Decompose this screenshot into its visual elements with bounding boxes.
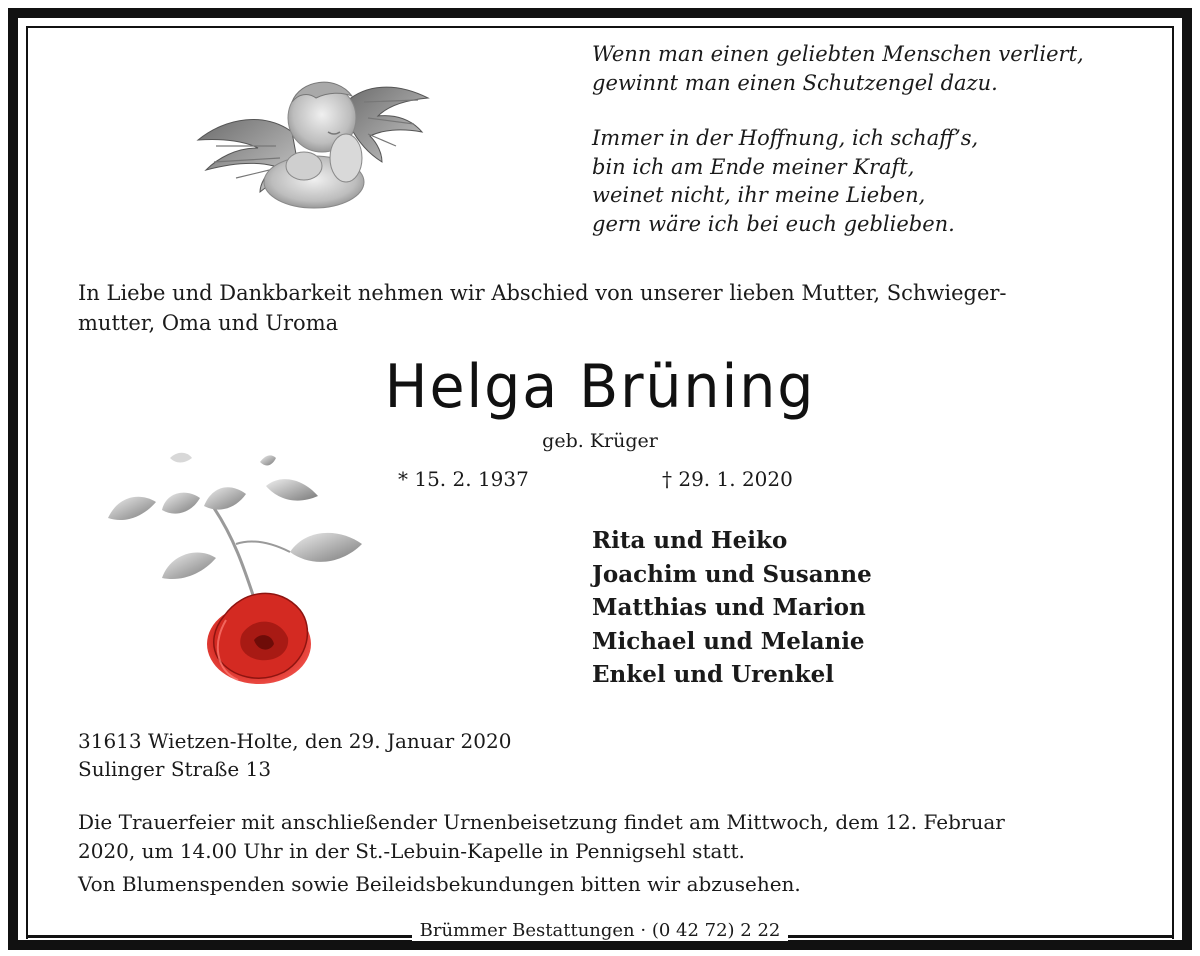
- service-info: [78, 808, 1148, 866]
- death-date: † 29. 1. 2020: [662, 467, 793, 491]
- deceased-name: Helga Brüning: [384, 352, 816, 422]
- mourner-entry: Michael und Melanie: [592, 627, 865, 655]
- poem-stanza-2: [592, 124, 1152, 238]
- service-line-1: Die Trauerfeier mit anschließender Urnenbeisetzung findet am Mittwoch, dem 12. Februar: [78, 810, 1005, 834]
- poem-line: gewinnt man einen Schutzengel dazu.: [592, 70, 998, 95]
- poem-line: gern wäre ich bei euch geblieben.: [592, 211, 955, 236]
- mourner-entry: Joachim und Susanne: [592, 560, 872, 588]
- mourner-entry: Matthias und Marion: [592, 594, 866, 621]
- mourner-entry: Rita und Heiko: [592, 527, 788, 554]
- address-line-2: Sulinger Straße 13: [78, 757, 272, 781]
- intro-line-2: mutter, Oma und Uroma: [78, 311, 339, 335]
- poem-line: Immer in der Hoffnung, ich schaff’s,: [592, 126, 979, 150]
- poem-line: weinet nicht, ihr meine Lieben,: [592, 183, 926, 207]
- flowers-note: Von Blumenspenden sowie Beileidsbekundungen bitten wir abzusehen.: [78, 872, 801, 896]
- mourners-list: [592, 524, 872, 692]
- poem-line: Wenn man einen geliebten Menschen verliert,: [592, 42, 1084, 66]
- service-line-2: 2020, um 14.00 Uhr in der St.-Lebuin-Kapelle in Pennigsehl statt.: [78, 839, 745, 863]
- poem-line: bin ich am Ende meiner Kraft,: [592, 154, 915, 179]
- address-block: [78, 727, 511, 783]
- intro-text: [78, 278, 1138, 338]
- mourner-entry: Enkel und Urenkel: [592, 661, 834, 688]
- address-line-1: 31613 Wietzen-Holte, den 29. Januar 2020: [78, 729, 512, 753]
- funeral-home-contact: Brümmer Bestattungen · (0 42 72) 2 22: [412, 920, 789, 941]
- red-rose-icon: [104, 448, 366, 692]
- angel-figurine-icon: [196, 62, 432, 214]
- poem-stanza-1: [592, 40, 1152, 97]
- maiden-name: geb. Krüger: [542, 430, 658, 452]
- intro-line-1: In Liebe und Dankbarkeit nehmen wir Abschied von unserer lieben Mutter, Schwieger-: [78, 281, 1007, 305]
- birth-date: * 15. 2. 1937: [398, 467, 529, 491]
